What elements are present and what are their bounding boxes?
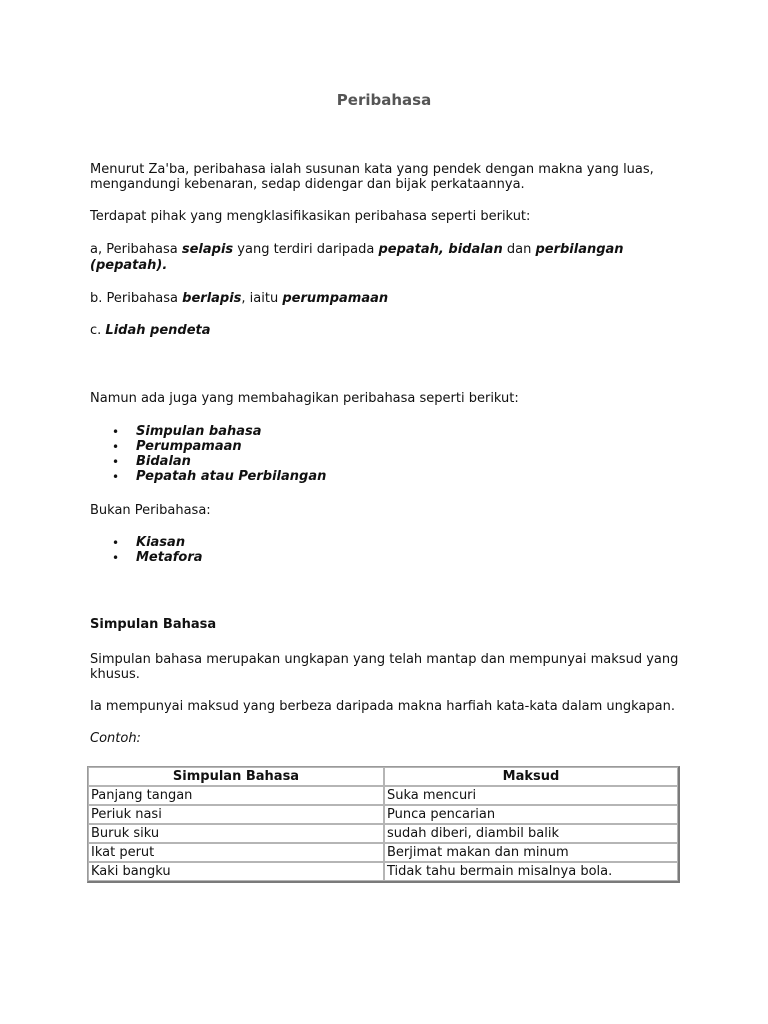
table-cell: sudah diberi, diambil balik [384, 824, 678, 843]
column-header: Simpulan Bahasa [88, 767, 384, 786]
item-a-pepatah-bidalan: pepatah, bidalan [378, 242, 503, 257]
table-cell: Ikat perut [88, 843, 384, 862]
bullet: • [112, 470, 120, 484]
item-c-prefix: c. [90, 323, 106, 338]
classify-intro: Terdapat pihak yang mengklasifikasikan peribahasa seperti berikut: [90, 209, 531, 224]
table-header-row [88, 767, 678, 786]
bullet: • [112, 425, 120, 439]
item-b-prefix: b. Peribahasa [90, 291, 183, 306]
bullet: • [112, 455, 120, 469]
list-item: Metafora [136, 550, 203, 565]
list-item: Bidalan [136, 454, 191, 469]
bullet: • [112, 551, 120, 565]
item-c [90, 323, 211, 339]
page-title: Peribahasa [336, 91, 432, 109]
item-a-prefix: a, Peribahasa [90, 242, 182, 257]
intro-line-2: mengandungi kebenaran, sedap didengar dan bijak perkataannya. [90, 177, 525, 192]
item-b-berlapis: berlapis [182, 291, 242, 306]
table-cell: Punca pencarian [384, 805, 678, 824]
list-item: Simpulan bahasa [136, 424, 262, 439]
meaning-paragraph: Ia mempunyai maksud yang berbeza daripada makna harfiah kata-kata dalam ungkapan. [90, 699, 675, 714]
item-c-lidah-pendeta: Lidah pendeta [105, 323, 211, 338]
item-b [90, 291, 388, 307]
item-a-selapis: selapis [181, 242, 234, 257]
definition-line-1: Simpulan bahasa merupakan ungkapan yang telah mantap dan mempunyai maksud yang [90, 652, 679, 667]
item-a-perbilangan: perbilangan [535, 242, 624, 257]
list-item: Perumpamaan [136, 439, 242, 454]
item-b-perumpamaan: perumpamaan [282, 291, 389, 306]
namun-paragraph: Namun ada juga yang membahagikan peribahasa seperti berikut: [90, 391, 519, 406]
table-row [88, 843, 678, 862]
table-cell: Buruk siku [88, 824, 384, 843]
table-cell: Kaki bangku [88, 862, 384, 881]
section-heading: Simpulan Bahasa [90, 617, 217, 632]
item-a-line-2: (pepatah). [90, 258, 168, 273]
item-a-dan: dan [502, 242, 536, 257]
column-header: Maksud [384, 767, 678, 786]
table-row [88, 862, 678, 881]
table-cell: Panjang tangan [88, 786, 384, 805]
list-item: Pepatah atau Perbilangan [136, 469, 327, 484]
contoh-label: Contoh: [90, 731, 141, 746]
bukan-peribahasa-label: Bukan Peribahasa: [90, 503, 211, 518]
item-a-line-1 [90, 242, 624, 258]
examples-table [87, 766, 680, 883]
table-row [88, 786, 678, 805]
item-b-mid: , iaitu [241, 291, 283, 306]
item-a-mid: yang terdiri daripada [233, 242, 379, 257]
table-row [88, 824, 678, 843]
table-cell: Berjimat makan dan minum [384, 843, 678, 862]
list-item: Kiasan [136, 535, 186, 550]
bullet: • [112, 440, 120, 454]
definition-line-2: khusus. [90, 667, 140, 682]
intro-line-1: Menurut Za'ba, peribahasa ialah susunan kata yang pendek dengan makna yang luas, [90, 162, 654, 177]
table-cell: Periuk nasi [88, 805, 384, 824]
table-row [88, 805, 678, 824]
table-cell: Suka mencuri [384, 786, 678, 805]
bullet: • [112, 536, 120, 550]
table-cell: Tidak tahu bermain misalnya bola. [384, 862, 678, 881]
